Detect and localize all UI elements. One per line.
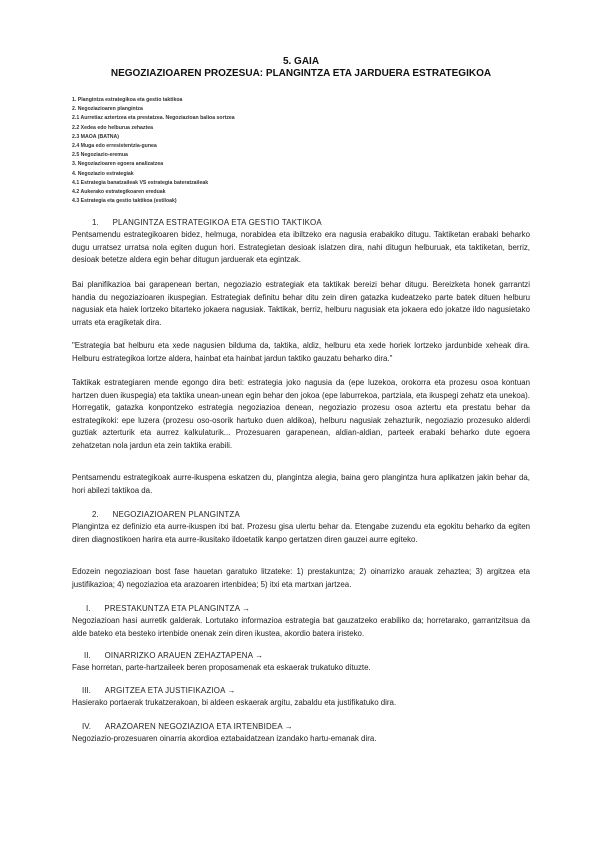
- section-1-quote: "Estrategia bat helburu eta xede nagusien bilduma da, taktika, aldiz, helburu eta xede horiek lortzeko jardunbide xeheak dira. Helburu estrategikoa lortze aldera, hainbat eta hainbat jardun taktiko gauzatu beharko dira.": [72, 341, 530, 363]
- toc-item: 2. Negoziazioaren plangintza: [72, 106, 143, 113]
- phase-4-title: ARAZOAREN NEGOZIAZIOA ETA IRTENBIDEA →: [104, 722, 293, 731]
- toc-item: 2.4 Muga edo erresistentzia-gunea: [72, 143, 157, 150]
- phase-3-number: III.: [82, 686, 91, 695]
- section-1-title: PLANGINTZA ESTRATEGIKOA ETA GESTIO TAKTIKOA: [112, 218, 322, 227]
- section-2-heading: [92, 510, 240, 519]
- section-1-paragraph: Bai planifikazioa bai garapenean bertan, negoziazio estrategiak eta taktikak bereizi behar ditugu. Bereizketa honek garrantzi handia du negoziazioaren ikuspegian. Estrategiak definitu behar ditu zein diren gatazka kudeatzeko parte batek dituen helburu nagusiak eta haiek lortzeko bitarteko jokaera nagusiak. Taktikak, berriz, helburu nagusiak eta jokaera edo jokatze ildo nagusietako urrats eta eragiketak dira.: [72, 280, 530, 327]
- toc-item: 3. Negoziazioaren egoera analizatzea: [72, 161, 164, 168]
- toc-item: 4.3 Estrategia eta gestio taktikoa (estiloak): [72, 198, 177, 205]
- phase-1-title: PRESTAKUNTZA ETA PLANGINTZA →: [104, 604, 251, 613]
- chapter-title: NEGOZIAZIOAREN PROZESUA: PLANGINTZA ETA JARDUERA ESTRATEGIKOA: [110, 68, 492, 79]
- phase-1-heading: [86, 604, 250, 613]
- phase-1-number: I.: [86, 604, 91, 613]
- table-of-contents: [72, 96, 530, 206]
- section-1-heading: [92, 218, 322, 227]
- toc-item: 2.1 Aurretiaz aztertzea eta prestatzea. Negoziazioan balioa sortzea: [72, 115, 235, 122]
- phase-3-text: Hasierako portaerak trukatzerakoan, bi aldeen eskaerak argitu, zabaldu eta justifikatuko dira.: [72, 698, 397, 707]
- chapter-number: 5. GAIA: [282, 56, 320, 67]
- section-1-paragraph: Taktikak estrategiaren mende egongo dira beti: estrategia joko nagusia da (epe luzekoa, orokorra eta prozesu osoa kontuan hartzen duen ikuspegia) eta taktika unean-unean egin behar den jokoa (epe laburrekoa, partziala, eta ikuspegi zehatz eta unekoa). Horregatik, gatazka konpontzeko estrategia negoziazioa denean, negoziazio prozesu osoa aztertu eta prestatu behar da estrategikoki: epe luzera (prozesu oso-osorik hartuko duen aldikoa), helburu nagusiak zehazturik, negoziazio prozesuko alderdi guztiak azterturik eta aurrez kalkulaturik... Prozesuaren garapenean, aldian-aldian, parteek erabaki beharko dute egoera zehatzetan nola jardun eta zein taktika erabili.: [72, 378, 530, 450]
- toc-item: 2.2 Xedea edo helburua zehaztea: [72, 124, 154, 131]
- phase-2-number: II.: [84, 651, 91, 660]
- toc-item: 4.1 Estrategia banatzaileak VS estrategia bateratzaileak: [72, 179, 209, 186]
- section-1-number: 1.: [92, 218, 99, 227]
- toc-item: 1. Plangintza estrategikoa eta gestio taktikoa: [72, 97, 183, 103]
- section-1-paragraph: Pentsamendu estrategikoak aurre-ikuspena eskatzen du, plangintza alegia, baina gero plangintza hura aplikatzen jakin behar da, hori abilezi taktikoa da.: [72, 473, 530, 495]
- phase-3-heading: [82, 686, 236, 695]
- phase-1-text: Negoziazioan hasi aurretik galderak. Lortutako informazioa estrategia bat gauzatzeko erabiliko da; horretarako, garrantzitsua da alde bateko eta besteko irtenbide onenak zein diren ikustea, akordio batera iristeko.: [72, 616, 530, 638]
- phase-4-heading: [82, 722, 293, 731]
- section-2-paragraph: Plangintza ez definizio eta aurre-ikuspen itxi bat. Prozesu gisa ulertu behar da. Etengabe zuzendu eta egokitu beharko da egiten diren diagnostikoen harira eta aurre-ikusitako ildoetatik kanpo gertatzen diren gauzei aurre egiteko.: [72, 522, 530, 544]
- section-2-title: NEGOZIAZIOAREN PLANGINTZA: [112, 510, 240, 519]
- phase-3-title: ARGITZEA ETA JUSTIFIKAZIOA →: [104, 686, 236, 695]
- toc-item: 2.3 MAOA (BATNA): [72, 133, 119, 140]
- toc-item: 4. Negoziazio estrategiak: [72, 170, 134, 177]
- toc-item: 4.2 Aukerako estrategikoaren ereduak: [72, 189, 166, 196]
- section-2-paragraph: Edozein negoziazioan bost fase hauetan garatuko litzateke: 1) prestakuntza; 2) oinarrizko arauak zehaztea; 3) argitzea eta justifikazioa; 4) negoziazioa eta arazoaren irtenbidea; 5) itxi eta martxan jartzea.: [72, 567, 530, 589]
- phase-2-text: Fase horretan, parte-hartzaileek beren proposamenak eta eskaerak trukatuko dituzte.: [72, 663, 371, 672]
- phase-2-heading: [84, 651, 263, 660]
- phase-4-number: IV.: [82, 722, 91, 731]
- phase-2-title: OINARRIZKO ARAUEN ZEHAZTAPENA →: [104, 651, 264, 660]
- section-2-number: 2.: [92, 510, 99, 519]
- phase-4-text: Negoziazio-prozesuaren oinarria akordioa eztabaidatzean izandako hartu-emanak dira.: [72, 734, 377, 743]
- toc-item: 2.5 Negoziazio-eremua: [72, 152, 128, 159]
- section-1-paragraph: Pentsamendu estrategikoaren bidez, helmuga, norabidea eta ibiltzeko era nagusia erabakiko ditugu. Taktiketan erabaki beharko dugu urratsez urratsa nola egiten dugun hori. Estrategietan desioak islatzen dira, nahi ditugun helburuak, eta taktiketan, berriz, desioak betetze aldera egin behar ditugun jarduerak eta egintzak.: [72, 230, 530, 265]
